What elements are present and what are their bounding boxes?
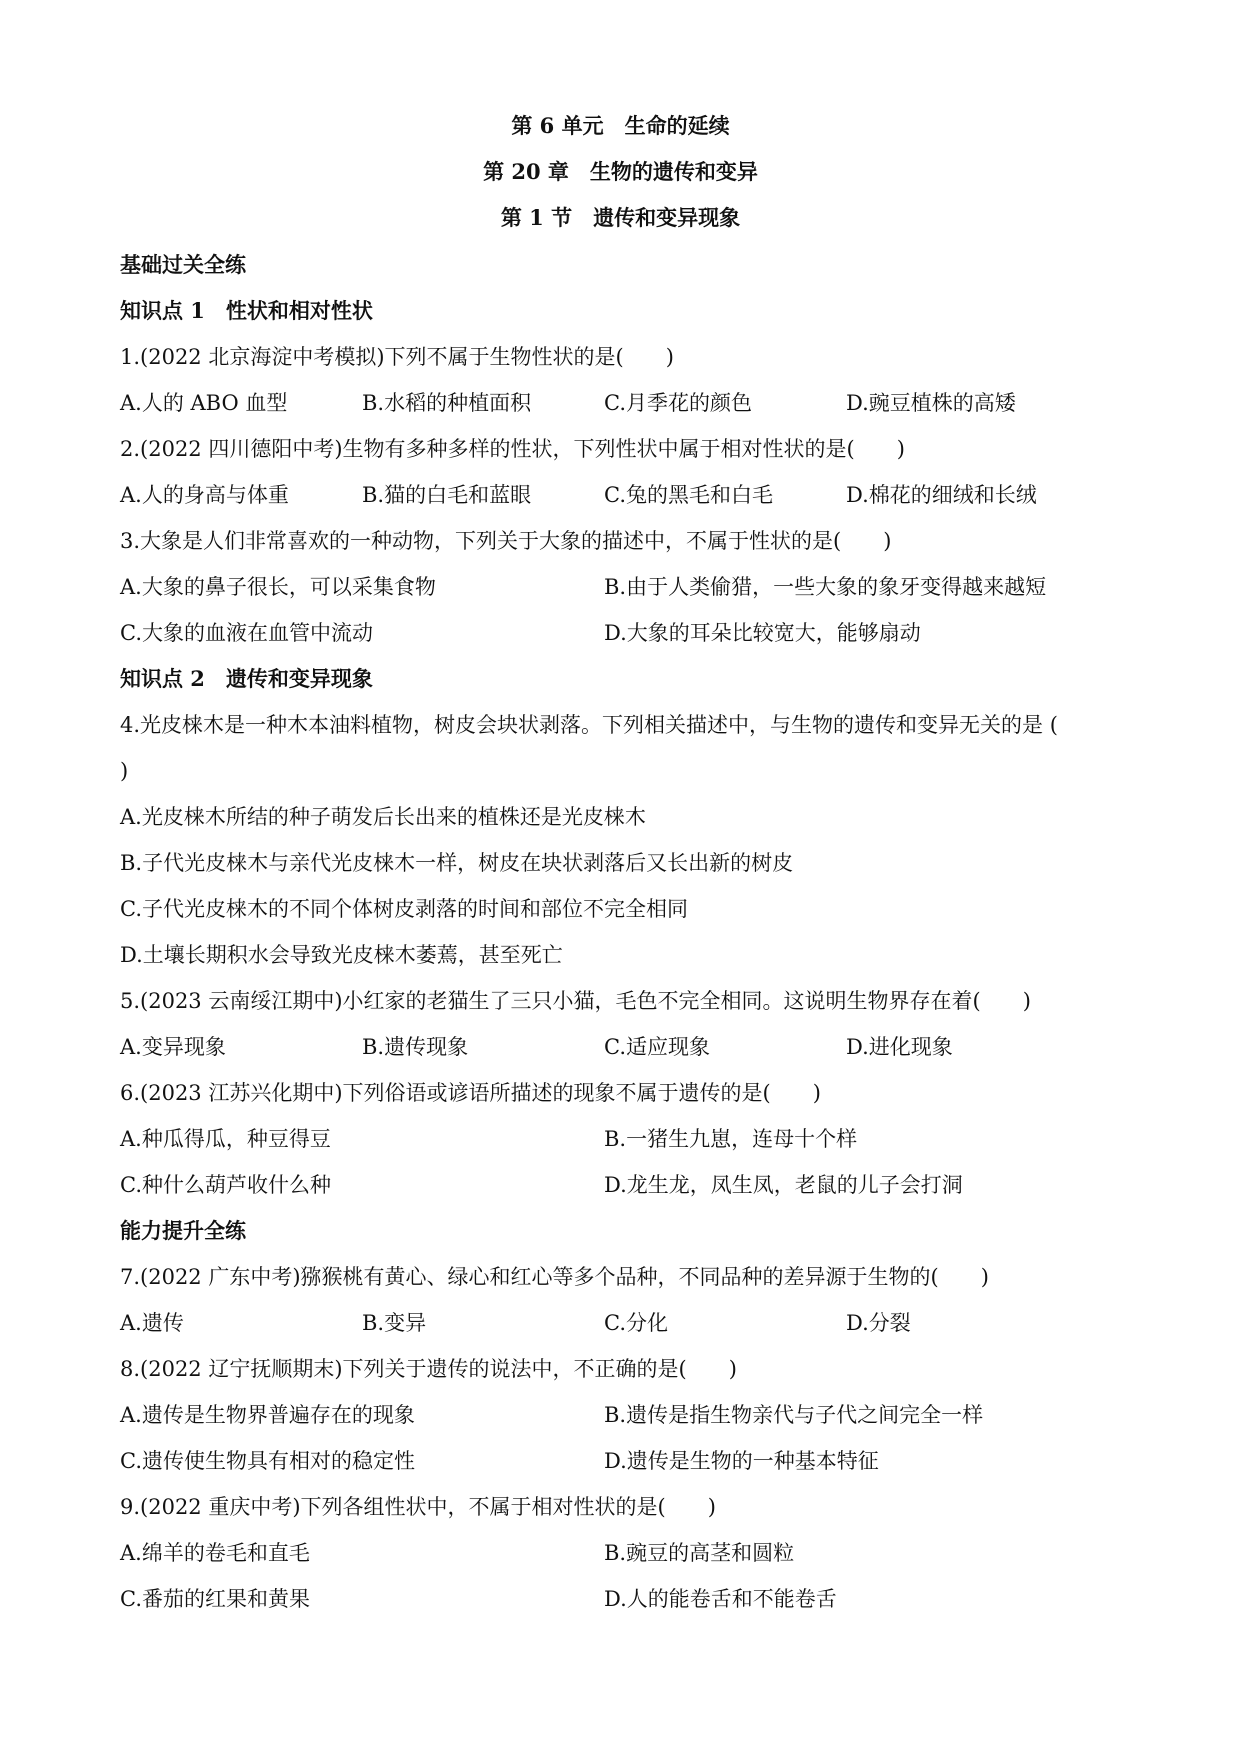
q3-option-b[interactable]: B.由于人类偷猎，一些大象的象牙变得越来越短 — [604, 575, 1047, 599]
q5-option-a[interactable]: A.变异现象 — [120, 1035, 226, 1059]
q6-option-c[interactable]: C.种什么葫芦收什么种 — [120, 1173, 331, 1197]
q7-option-b[interactable]: B.变异 — [362, 1311, 427, 1335]
q2-option-a[interactable]: A.人的身高与体重 — [120, 483, 289, 507]
q4-option-b[interactable]: B.子代光皮梾木与亲代光皮梾木一样，树皮在块状剥落后又长出新的树皮 — [120, 851, 794, 875]
q4-option-d[interactable]: D.土壤长期积水会导致光皮梾木萎蔫，甚至死亡 — [120, 943, 563, 967]
q1-option-c[interactable]: C.月季花的颜色 — [604, 391, 752, 415]
q2-option-d[interactable]: D.棉花的细绒和长绒 — [846, 483, 1037, 507]
q8-option-c[interactable]: C.遗传使生物具有相对的稳定性 — [120, 1449, 415, 1473]
q6-option-a[interactable]: A.种瓜得瓜，种豆得豆 — [120, 1127, 331, 1151]
q9-option-d[interactable]: D.人的能卷舌和不能卷舌 — [604, 1587, 837, 1611]
knowledge-point-2-heading: 知识点 2 遗传和变异现象 — [120, 666, 373, 691]
q5-option-c[interactable]: C.适应现象 — [604, 1035, 710, 1059]
q5-option-b[interactable]: B.遗传现象 — [362, 1035, 469, 1059]
question-3-stem: 3.大象是人们非常喜欢的一种动物，下列关于大象的描述中，不属于性状的是( ) — [120, 529, 892, 553]
question-6-stem: 6.(2023 江苏兴化期中)下列俗语或谚语所描述的现象不属于遗传的是( ) — [120, 1081, 821, 1105]
q4-option-c[interactable]: C.子代光皮梾木的不同个体树皮剥落的时间和部位不完全相同 — [120, 897, 688, 921]
section-title: 第 1 节 遗传和变异现象 — [500, 205, 741, 230]
question-4-stem-continued: ) — [120, 759, 129, 783]
question-8-stem: 8.(2022 辽宁抚顺期末)下列关于遗传的说法中，不正确的是( ) — [120, 1357, 737, 1381]
q1-option-d[interactable]: D.豌豆植株的高矮 — [846, 391, 1016, 415]
question-1-stem: 1.(2022 北京海淀中考模拟)下列不属于生物性状的是( ) — [120, 345, 674, 369]
q2-option-b[interactable]: B.猫的白毛和蓝眼 — [362, 483, 532, 507]
q8-option-d[interactable]: D.遗传是生物的一种基本特征 — [604, 1449, 879, 1473]
q6-option-d[interactable]: D.龙生龙，凤生凤，老鼠的儿子会打洞 — [604, 1173, 963, 1197]
q4-option-a[interactable]: A.光皮梾木所结的种子萌发后长出来的植株还是光皮梾木 — [120, 805, 646, 829]
question-7-stem: 7.(2022 广东中考)猕猴桃有黄心、绿心和红心等多个品种，不同品种的差异源于生物的( ) — [120, 1265, 989, 1289]
question-9-stem: 9.(2022 重庆中考)下列各组性状中，不属于相对性状的是( ) — [120, 1495, 716, 1519]
question-5-stem: 5.(2023 云南绥江期中)小红家的老猫生了三只小猫，毛色不完全相同。这说明生物界存在着( ) — [120, 989, 1031, 1013]
question-2-stem: 2.(2022 四川德阳中考)生物有多种多样的性状，下列性状中属于相对性状的是( ) — [120, 437, 905, 461]
q2-option-c[interactable]: C.兔的黑毛和白毛 — [604, 483, 773, 507]
chapter-title: 第 20 章 生物的遗传和变异 — [483, 159, 758, 184]
question-4-stem: 4.光皮梾木是一种木本油料植物，树皮会块状剥落。下列相关描述中，与生物的遗传和变异无关的是 ( — [120, 713, 1058, 737]
q1-option-b[interactable]: B.水稻的种植面积 — [362, 391, 532, 415]
q7-option-c[interactable]: C.分化 — [604, 1311, 668, 1335]
knowledge-point-1-heading: 知识点 1 性状和相对性状 — [120, 298, 373, 323]
q9-option-c[interactable]: C.番茄的红果和黄果 — [120, 1587, 310, 1611]
q6-option-b[interactable]: B.一猪生九崽，连母十个样 — [604, 1127, 858, 1151]
q8-option-a[interactable]: A.遗传是生物界普遍存在的现象 — [120, 1403, 415, 1427]
q7-option-a[interactable]: A.遗传 — [120, 1311, 184, 1335]
q3-option-a[interactable]: A.大象的鼻子很长，可以采集食物 — [120, 575, 436, 599]
q7-option-d[interactable]: D.分裂 — [846, 1311, 911, 1335]
q3-option-c[interactable]: C.大象的血液在血管中流动 — [120, 621, 373, 645]
q5-option-d[interactable]: D.进化现象 — [846, 1035, 953, 1059]
q9-option-b[interactable]: B.豌豆的高茎和圆粒 — [604, 1541, 795, 1565]
unit-title: 第 6 单元 生命的延续 — [511, 113, 730, 138]
q9-option-a[interactable]: A.绵羊的卷毛和直毛 — [120, 1541, 310, 1565]
part2-heading: 能力提升全练 — [120, 1218, 246, 1243]
q3-option-d[interactable]: D.大象的耳朵比较宽大，能够扇动 — [604, 621, 921, 645]
q8-option-b[interactable]: B.遗传是指生物亲代与子代之间完全一样 — [604, 1403, 984, 1427]
part1-heading: 基础过关全练 — [120, 252, 246, 277]
q1-option-a[interactable]: A.人的 ABO 血型 — [120, 391, 288, 415]
